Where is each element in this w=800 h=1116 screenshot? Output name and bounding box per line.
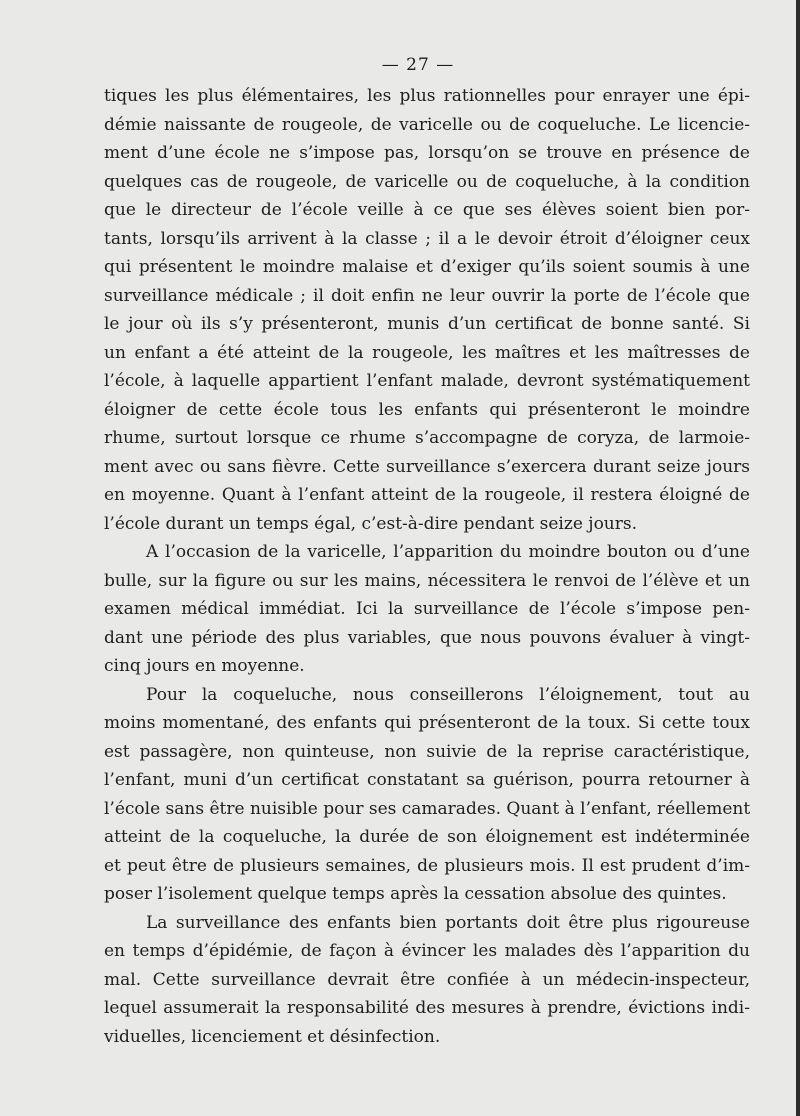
text-line: l’enfant, muni d’un certificat constatant sa guérison, pourra retourner à bbox=[104, 770, 750, 790]
text-line: le jour où ils s’y présenteront, munis d’un certificat de bonne santé. Si bbox=[104, 314, 750, 334]
text-line: mal. Cette surveillance devrait être confiée à un médecin-inspecteur, bbox=[104, 969, 750, 990]
text-line: dant une période des plus variables, que nous pouvons évaluer à vingt- bbox=[104, 627, 750, 648]
text-line: ment d’une école ne s’impose pas, lorsqu’on se trouve en présence de bbox=[104, 143, 750, 163]
text-line: l’école sans être nuisible pour ses camarades. Quant à l’enfant, réellement bbox=[104, 798, 751, 819]
text-line: est passagère, non quinteuse, non suivie de la reprise caractéristique, bbox=[104, 741, 750, 762]
text-line: tiques les plus élémentaires, les plus rationnelles pour enrayer une épi- bbox=[104, 86, 750, 106]
text-line: l’école, à laquelle appartient l’enfant malade, devront systématiquement bbox=[104, 371, 750, 391]
text-line: que le directeur de l’école veille à ce que ses élèves soient bien por- bbox=[104, 200, 750, 220]
text-line: qui présentent le moindre malaise et d’exiger qu’ils soient soumis à une bbox=[104, 257, 750, 277]
page-edge bbox=[796, 0, 800, 1116]
text-line: examen médical immédiat. Ici la surveillance de l’école s’impose pen- bbox=[104, 599, 750, 619]
text-line: viduelles, licenciement et désinfection. bbox=[104, 1026, 441, 1047]
text-line: éloigner de cette école tous les enfants qui présenteront le moindre bbox=[104, 399, 750, 420]
page-number: — 27 — bbox=[381, 55, 455, 75]
text-line: un enfant a été atteint de la rougeole, les maîtres et les maîtresses de bbox=[104, 342, 750, 363]
text-line: l’école durant un temps égal, c’est-à-dire pendant seize jours. bbox=[104, 513, 638, 534]
text-line: La surveillance des enfants bien portants doit être plus rigoureuse bbox=[146, 912, 750, 933]
text-line: moins momentané, des enfants qui présenteront de la toux. Si cette toux bbox=[104, 713, 750, 733]
text-line: ment avec ou sans fièvre. Cette surveillance s’exercera durant seize jours bbox=[104, 456, 750, 477]
text-line: cinq jours en moyenne. bbox=[104, 656, 305, 676]
text-line: quelques cas de rougeole, de varicelle ou de coqueluche, à la condition bbox=[104, 171, 750, 192]
text-line: en moyenne. Quant à l’enfant atteint de la rougeole, il restera éloigné de bbox=[104, 485, 750, 505]
text-line: atteint de la coqueluche, la durée de son éloignement est indéterminée bbox=[104, 827, 750, 847]
text-line: tants, lorsqu’ils arrivent à la classe ; il a le devoir étroit d’éloigner ceux bbox=[104, 228, 750, 249]
text-line: poser l’isolement quelque temps après la cessation absolue des quintes. bbox=[104, 884, 727, 904]
text-line: lequel assumerait la responsabilité des mesures à prendre, évictions indi- bbox=[104, 998, 750, 1018]
body-text bbox=[104, 82, 750, 1051]
text-line: démie naissante de rougeole, de varicelle ou de coqueluche. Le licencie- bbox=[104, 114, 750, 135]
text-line: surveillance médicale ; il doit enfin ne leur ouvrir la porte de l’école que bbox=[104, 285, 750, 306]
text-line: et peut être de plusieurs semaines, de plusieurs mois. Il est prudent d’im- bbox=[104, 855, 750, 876]
text-line: A l’occasion de la varicelle, l’apparition du moindre bouton ou d’une bbox=[146, 542, 750, 562]
text-line: en temps d’épidémie, de façon à évincer les malades dès l’apparition du bbox=[104, 941, 750, 961]
text-line: rhume, surtout lorsque ce rhume s’accompagne de coryza, de larmoie- bbox=[104, 428, 750, 448]
text-line: Pour la coqueluche, nous conseillerons l’éloignement, tout au bbox=[146, 684, 750, 705]
text-line: bulle, sur la figure ou sur les mains, nécessitera le renvoi de l’élève et un bbox=[104, 570, 750, 591]
